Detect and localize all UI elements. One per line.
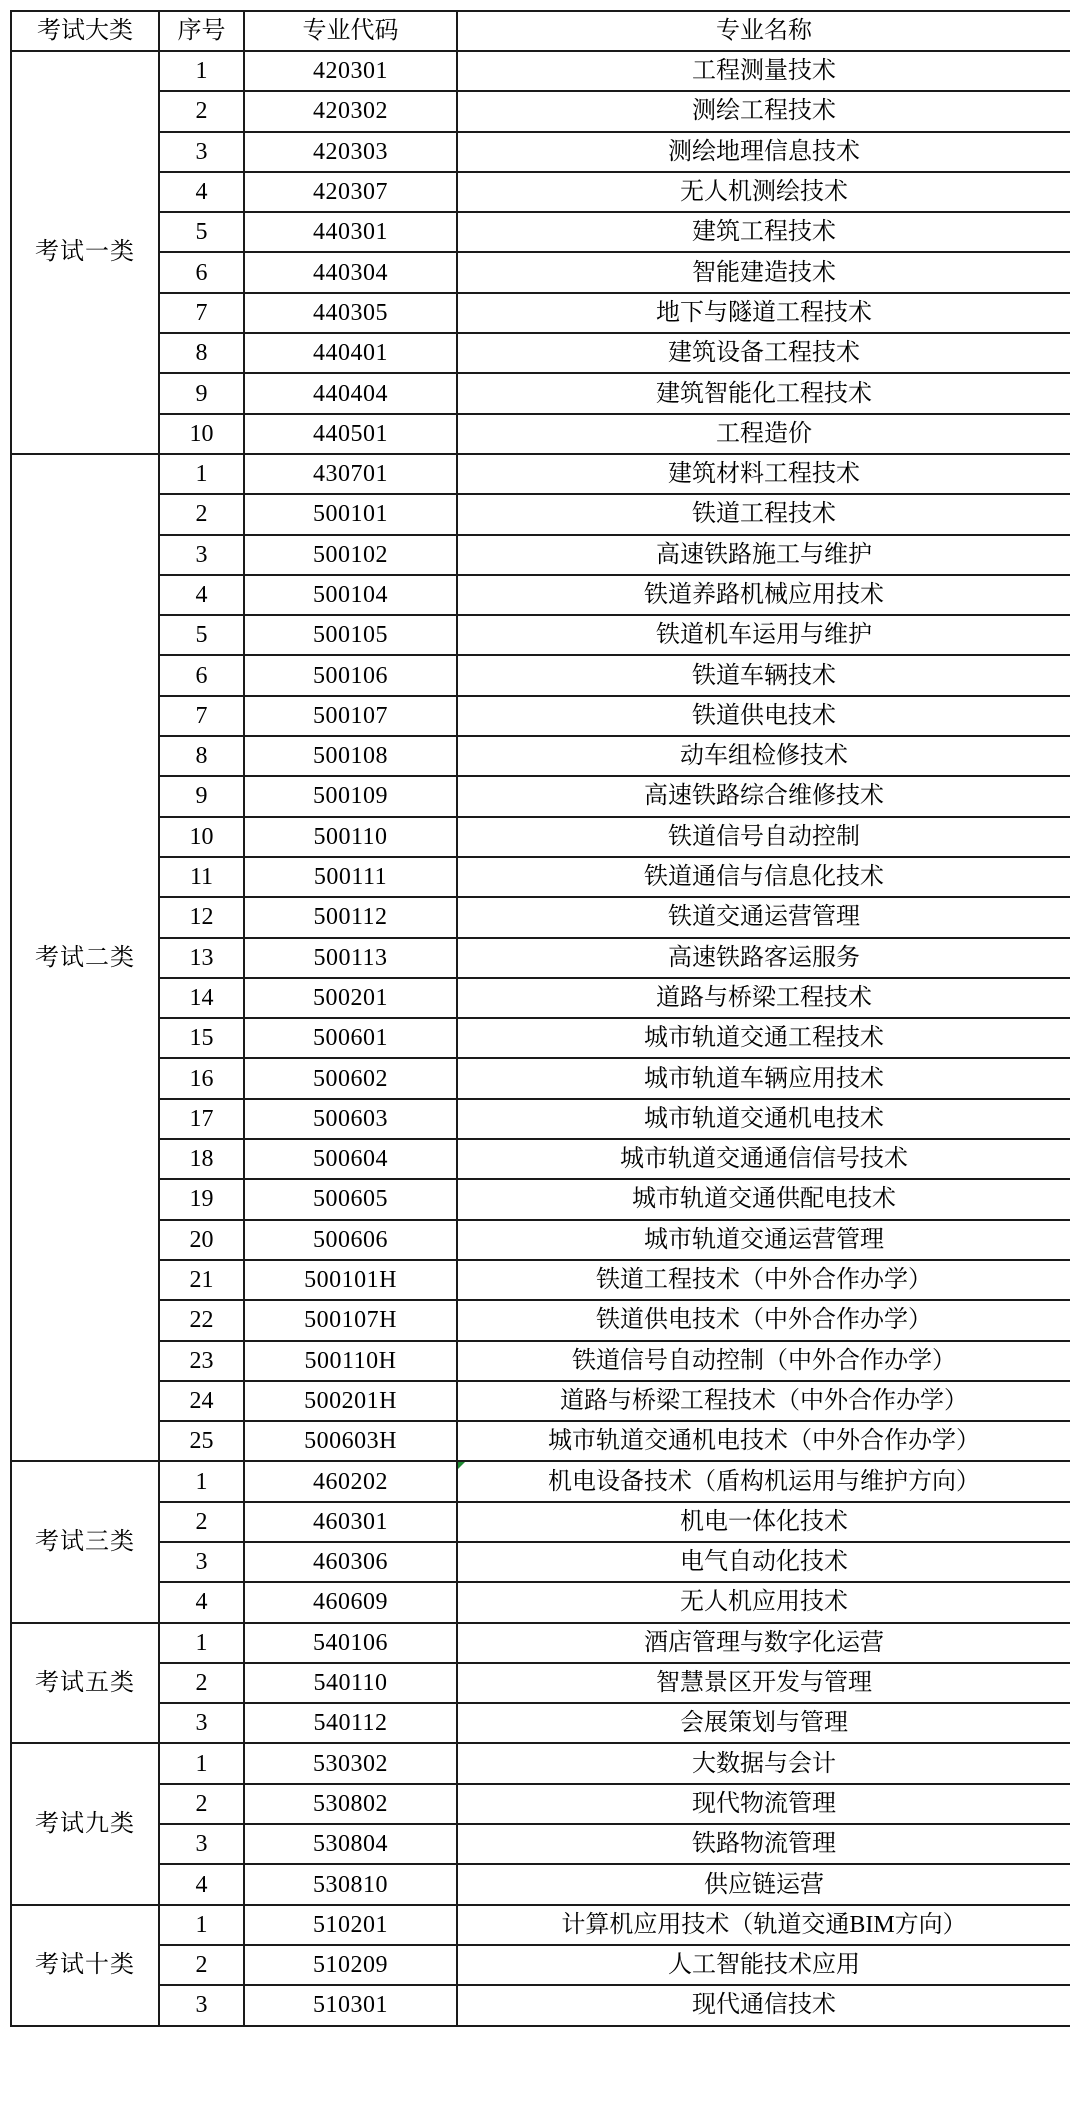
- major-code-cell: 500605: [244, 1179, 457, 1219]
- major-name-text: 铁道工程技术（中外合作办学）: [596, 1267, 932, 1294]
- table-header-row: [11, 11, 1070, 51]
- major-code-cell: 500108: [244, 736, 457, 776]
- major-code-cell: 500603H: [244, 1421, 457, 1461]
- major-code-cell: 500201H: [244, 1381, 457, 1421]
- major-name-text: 人工智能技术应用: [668, 1952, 860, 1979]
- major-code-cell: 440404: [244, 373, 457, 413]
- seq-cell: 1: [159, 1905, 244, 1945]
- major-name-cell: [457, 293, 1070, 333]
- major-name-cell: [457, 1018, 1070, 1058]
- major-name-text: 高速铁路客运服务: [668, 944, 860, 971]
- seq-cell: 9: [159, 776, 244, 816]
- table-row: [11, 1381, 1070, 1421]
- table-row: [11, 655, 1070, 695]
- table-row: [11, 1582, 1070, 1622]
- major-name-text: 道路与桥梁工程技术: [656, 984, 872, 1011]
- major-name-cell: [457, 615, 1070, 655]
- seq-cell: 2: [159, 91, 244, 131]
- table-row: [11, 1179, 1070, 1219]
- seq-cell: 10: [159, 817, 244, 857]
- major-code-cell: 500603: [244, 1099, 457, 1139]
- table-row: [11, 1945, 1070, 1985]
- seq-cell: 16: [159, 1058, 244, 1098]
- seq-cell: 13: [159, 938, 244, 978]
- major-name-cell: [457, 252, 1070, 292]
- major-name-cell: [457, 1502, 1070, 1542]
- table-row: [11, 1139, 1070, 1179]
- major-code-cell: 540110: [244, 1663, 457, 1703]
- major-name-text: 城市轨道车辆应用技术: [644, 1065, 884, 1092]
- major-code-cell: 540112: [244, 1703, 457, 1743]
- major-name-cell: [457, 817, 1070, 857]
- major-name-text: 地下与隧道工程技术: [656, 299, 872, 326]
- major-code-cell: 500112: [244, 897, 457, 937]
- major-code-cell: 430701: [244, 454, 457, 494]
- major-name-text: 计算机应用技术（轨道交通BIM方向）: [561, 1911, 967, 1938]
- table-row: [11, 494, 1070, 534]
- major-code-cell: 500105: [244, 615, 457, 655]
- major-name-text: 道路与桥梁工程技术（中外合作办学）: [560, 1387, 968, 1414]
- seq-cell: 4: [159, 1582, 244, 1622]
- major-name-text: 铁道交通运营管理: [668, 904, 860, 931]
- seq-cell: 7: [159, 293, 244, 333]
- table-row: [11, 1784, 1070, 1824]
- table-row: [11, 1018, 1070, 1058]
- table-row: [11, 575, 1070, 615]
- seq-cell: 4: [159, 575, 244, 615]
- major-name-text: 智慧景区开发与管理: [656, 1670, 872, 1697]
- major-name-text: 城市轨道交通通信信号技术: [620, 1146, 908, 1173]
- major-name-text: 铁路物流管理: [692, 1831, 836, 1858]
- major-name-cell: [457, 91, 1070, 131]
- major-code-cell: 500201: [244, 978, 457, 1018]
- major-name-cell: [457, 1260, 1070, 1300]
- major-name-text: 建筑工程技术: [692, 219, 836, 246]
- major-name-text: 无人机测绘技术: [680, 179, 848, 206]
- table-row: [11, 696, 1070, 736]
- major-name-cell: [457, 1300, 1070, 1340]
- major-name-cell: [457, 1703, 1070, 1743]
- major-code-cell: 500107: [244, 696, 457, 736]
- major-name-cell: [457, 172, 1070, 212]
- major-name-cell: [457, 1905, 1070, 1945]
- major-name-text: 铁道信号自动控制（中外合作办学）: [572, 1347, 956, 1374]
- seq-cell: 25: [159, 1421, 244, 1461]
- seq-cell: 8: [159, 736, 244, 776]
- table-row: [11, 1542, 1070, 1582]
- table-row: [11, 51, 1070, 91]
- table-row: [11, 333, 1070, 373]
- major-table-container: [10, 10, 1070, 2116]
- major-code-cell: 510201: [244, 1905, 457, 1945]
- major-name-cell: [457, 535, 1070, 575]
- major-name-cell: [457, 454, 1070, 494]
- table-row: [11, 1864, 1070, 1904]
- major-name-cell: [457, 373, 1070, 413]
- seq-cell: 8: [159, 333, 244, 373]
- major-code-cell: 500107H: [244, 1300, 457, 1340]
- major-name-cell: [457, 333, 1070, 373]
- major-name-text: 智能建造技术: [692, 259, 836, 286]
- major-code-cell: 420301: [244, 51, 457, 91]
- table-row: [11, 535, 1070, 575]
- header-name: 专业名称: [457, 11, 1070, 51]
- table-row: [11, 1905, 1070, 1945]
- major-name-text: 铁道通信与信息化技术: [644, 864, 884, 891]
- major-name-text: 高速铁路施工与维护: [656, 541, 872, 568]
- table-row: [11, 1099, 1070, 1139]
- seq-cell: 1: [159, 1461, 244, 1501]
- major-name-text: 建筑智能化工程技术: [656, 380, 872, 407]
- seq-cell: 3: [159, 1703, 244, 1743]
- seq-cell: 5: [159, 212, 244, 252]
- major-code-cell: 460301: [244, 1502, 457, 1542]
- major-code-cell: 500602: [244, 1058, 457, 1098]
- major-name-cell: [457, 736, 1070, 776]
- major-name-cell: [457, 897, 1070, 937]
- table-row: [11, 978, 1070, 1018]
- major-name-cell: [457, 978, 1070, 1018]
- major-name-cell: [457, 494, 1070, 534]
- major-name-cell: [457, 1663, 1070, 1703]
- major-code-cell: 530302: [244, 1743, 457, 1783]
- table-row: [11, 897, 1070, 937]
- major-name-cell: [457, 1421, 1070, 1461]
- major-name-text: 工程造价: [716, 420, 812, 447]
- table-row: [11, 1743, 1070, 1783]
- header-category: 考试大类: [11, 11, 159, 51]
- exam-category-cell: 考试二类: [11, 454, 159, 1461]
- table-row: [11, 1623, 1070, 1663]
- seq-cell: 4: [159, 172, 244, 212]
- major-code-cell: 440301: [244, 212, 457, 252]
- major-code-cell: 500606: [244, 1220, 457, 1260]
- table-row: [11, 212, 1070, 252]
- major-code-cell: 420303: [244, 132, 457, 172]
- seq-cell: 1: [159, 1623, 244, 1663]
- major-name-cell: [457, 1542, 1070, 1582]
- seq-cell: 21: [159, 1260, 244, 1300]
- table-row: [11, 172, 1070, 212]
- seq-cell: 15: [159, 1018, 244, 1058]
- seq-cell: 3: [159, 132, 244, 172]
- major-name-cell: [457, 1461, 1070, 1501]
- major-code-cell: 500601: [244, 1018, 457, 1058]
- major-name-text: 铁道供电技术: [692, 702, 836, 729]
- major-name-cell: [457, 51, 1070, 91]
- major-name-text: 铁道养路机械应用技术: [644, 582, 884, 608]
- major-name-cell: [457, 1139, 1070, 1179]
- seq-cell: 3: [159, 1985, 244, 2025]
- major-name-text: 高速铁路综合维修技术: [644, 783, 884, 810]
- exam-category-cell: 考试一类: [11, 51, 159, 454]
- seq-cell: 24: [159, 1381, 244, 1421]
- seq-cell: 2: [159, 1784, 244, 1824]
- major-name-text: 城市轨道交通机电技术: [644, 1105, 884, 1132]
- seq-cell: 3: [159, 1824, 244, 1864]
- major-name-cell: [457, 1220, 1070, 1260]
- major-name-text: 城市轨道交通工程技术: [644, 1025, 884, 1052]
- major-code-cell: 510301: [244, 1985, 457, 2025]
- major-code-cell: 440501: [244, 414, 457, 454]
- table-row: [11, 938, 1070, 978]
- major-name-cell: [457, 776, 1070, 816]
- major-name-cell: [457, 1341, 1070, 1381]
- major-name-text: 铁道工程技术: [692, 501, 836, 528]
- seq-cell: 1: [159, 454, 244, 494]
- major-name-text: 现代物流管理: [692, 1790, 836, 1817]
- major-code-cell: 530802: [244, 1784, 457, 1824]
- major-name-text: 铁道机车运用与维护: [656, 622, 872, 649]
- seq-cell: 7: [159, 696, 244, 736]
- table-row: [11, 293, 1070, 333]
- table-row: [11, 454, 1070, 494]
- major-code-cell: 540106: [244, 1623, 457, 1663]
- seq-cell: 2: [159, 494, 244, 534]
- table-row: [11, 373, 1070, 413]
- major-code-cell: 500111: [244, 857, 457, 897]
- major-name-text: 城市轨道交通机电技术（中外合作办学）: [548, 1428, 980, 1455]
- major-code-cell: 500110H: [244, 1341, 457, 1381]
- table-row: [11, 91, 1070, 131]
- major-name-text: 工程测量技术: [692, 58, 836, 85]
- major-name-cell: [457, 655, 1070, 695]
- major-code-cell: 500604: [244, 1139, 457, 1179]
- table-row: [11, 1341, 1070, 1381]
- major-name-text: 无人机应用技术: [680, 1589, 848, 1616]
- major-name-cell: [457, 132, 1070, 172]
- seq-cell: 10: [159, 414, 244, 454]
- exam-category-cell: 考试十类: [11, 1905, 159, 2026]
- seq-cell: 1: [159, 51, 244, 91]
- major-name-cell: [457, 414, 1070, 454]
- seq-cell: 3: [159, 535, 244, 575]
- major-name-cell: [457, 1985, 1070, 2025]
- table-row: [11, 817, 1070, 857]
- exam-category-cell: 考试五类: [11, 1623, 159, 1744]
- table-row: [11, 736, 1070, 776]
- seq-cell: 17: [159, 1099, 244, 1139]
- major-name-cell: [457, 575, 1070, 615]
- major-code-cell: 440305: [244, 293, 457, 333]
- table-row: [11, 1220, 1070, 1260]
- exam-category-cell: 考试三类: [11, 1461, 159, 1622]
- major-name-text: 机电一体化技术: [680, 1508, 848, 1535]
- major-name-text: 测绘地理信息技术: [668, 138, 860, 165]
- seq-cell: 3: [159, 1542, 244, 1582]
- major-name-text: 供应链运营: [704, 1871, 824, 1898]
- major-name-text: 建筑材料工程技术: [668, 461, 860, 488]
- major-code-cell: 460202: [244, 1461, 457, 1501]
- seq-cell: 11: [159, 857, 244, 897]
- header-code: 专业代码: [244, 11, 457, 51]
- table-row: [11, 1058, 1070, 1098]
- major-code-cell: 500101: [244, 494, 457, 534]
- seq-cell: 4: [159, 1864, 244, 1904]
- seq-cell: 23: [159, 1341, 244, 1381]
- seq-cell: 6: [159, 252, 244, 292]
- major-name-text: 铁道信号自动控制: [668, 823, 860, 850]
- major-code-cell: 420302: [244, 91, 457, 131]
- major-code-cell: 530804: [244, 1824, 457, 1864]
- seq-cell: 6: [159, 655, 244, 695]
- major-name-cell: [457, 696, 1070, 736]
- table-row: [11, 1703, 1070, 1743]
- major-name-text: 动车组检修技术: [680, 743, 848, 770]
- major-name-text: 电气自动化技术: [680, 1549, 848, 1576]
- table-row: [11, 615, 1070, 655]
- major-code-cell: 500113: [244, 938, 457, 978]
- seq-cell: 18: [159, 1139, 244, 1179]
- seq-cell: 2: [159, 1502, 244, 1542]
- cell-warning-flag-icon: [458, 1462, 465, 1469]
- major-name-cell: [457, 1582, 1070, 1622]
- major-name-cell: [457, 1058, 1070, 1098]
- major-code-cell: 500102: [244, 535, 457, 575]
- table-row: [11, 414, 1070, 454]
- seq-cell: 2: [159, 1663, 244, 1703]
- table-row: [11, 1461, 1070, 1501]
- major-name-text: 测绘工程技术: [692, 98, 836, 125]
- major-name-cell: [457, 938, 1070, 978]
- major-name-cell: [457, 1743, 1070, 1783]
- major-code-cell: 500106: [244, 655, 457, 695]
- seq-cell: 19: [159, 1179, 244, 1219]
- major-code-cell: 510209: [244, 1945, 457, 1985]
- major-name-text: 现代通信技术: [692, 1992, 836, 2019]
- table-row: [11, 1985, 1070, 2025]
- major-code-cell: 440304: [244, 252, 457, 292]
- major-name-cell: [457, 1381, 1070, 1421]
- major-name-cell: [457, 1623, 1070, 1663]
- table-row: [11, 857, 1070, 897]
- seq-cell: 22: [159, 1300, 244, 1340]
- header-seq: 序号: [159, 11, 244, 51]
- major-name-text: 铁道车辆技术: [692, 662, 836, 689]
- major-code-cell: 500104: [244, 575, 457, 615]
- major-name-cell: [457, 212, 1070, 252]
- major-name-cell: [457, 1824, 1070, 1864]
- major-name-text: 城市轨道交通供配电技术: [632, 1186, 896, 1213]
- major-code-cell: 500110: [244, 817, 457, 857]
- table-row: [11, 1260, 1070, 1300]
- seq-cell: 2: [159, 1945, 244, 1985]
- major-code-cell: 530810: [244, 1864, 457, 1904]
- major-name-text: 大数据与会计: [692, 1750, 836, 1777]
- major-name-cell: [457, 1864, 1070, 1904]
- table-row: [11, 776, 1070, 816]
- table-row: [11, 1421, 1070, 1461]
- major-name-text: 城市轨道交通运营管理: [644, 1226, 884, 1253]
- table-row: [11, 1300, 1070, 1340]
- seq-cell: 14: [159, 978, 244, 1018]
- major-code-cell: 500101H: [244, 1260, 457, 1300]
- seq-cell: 12: [159, 897, 244, 937]
- major-name-text: 机电设备技术（盾构机运用与维护方向）: [548, 1468, 980, 1495]
- major-table: [10, 10, 1070, 2027]
- major-name-cell: [457, 857, 1070, 897]
- major-code-cell: 500109: [244, 776, 457, 816]
- major-code-cell: 420307: [244, 172, 457, 212]
- major-name-cell: [457, 1179, 1070, 1219]
- seq-cell: 9: [159, 373, 244, 413]
- table-row: [11, 1663, 1070, 1703]
- seq-cell: 5: [159, 615, 244, 655]
- exam-category-cell: 考试九类: [11, 1743, 159, 1904]
- major-code-cell: 460306: [244, 1542, 457, 1582]
- major-name-text: 建筑设备工程技术: [668, 340, 860, 367]
- major-code-cell: 460609: [244, 1582, 457, 1622]
- seq-cell: 1: [159, 1743, 244, 1783]
- major-name-cell: [457, 1945, 1070, 1985]
- table-row: [11, 1824, 1070, 1864]
- major-code-cell: 440401: [244, 333, 457, 373]
- table-body: [11, 51, 1070, 2026]
- major-name-text: 会展策划与管理: [680, 1710, 848, 1737]
- major-name-cell: [457, 1784, 1070, 1824]
- table-row: [11, 1502, 1070, 1542]
- major-name-text: 铁道供电技术（中外合作办学）: [596, 1307, 932, 1334]
- major-name-cell: [457, 1099, 1070, 1139]
- seq-cell: 20: [159, 1220, 244, 1260]
- major-name-text: 酒店管理与数字化运营: [644, 1629, 884, 1656]
- table-row: [11, 132, 1070, 172]
- table-row: [11, 252, 1070, 292]
